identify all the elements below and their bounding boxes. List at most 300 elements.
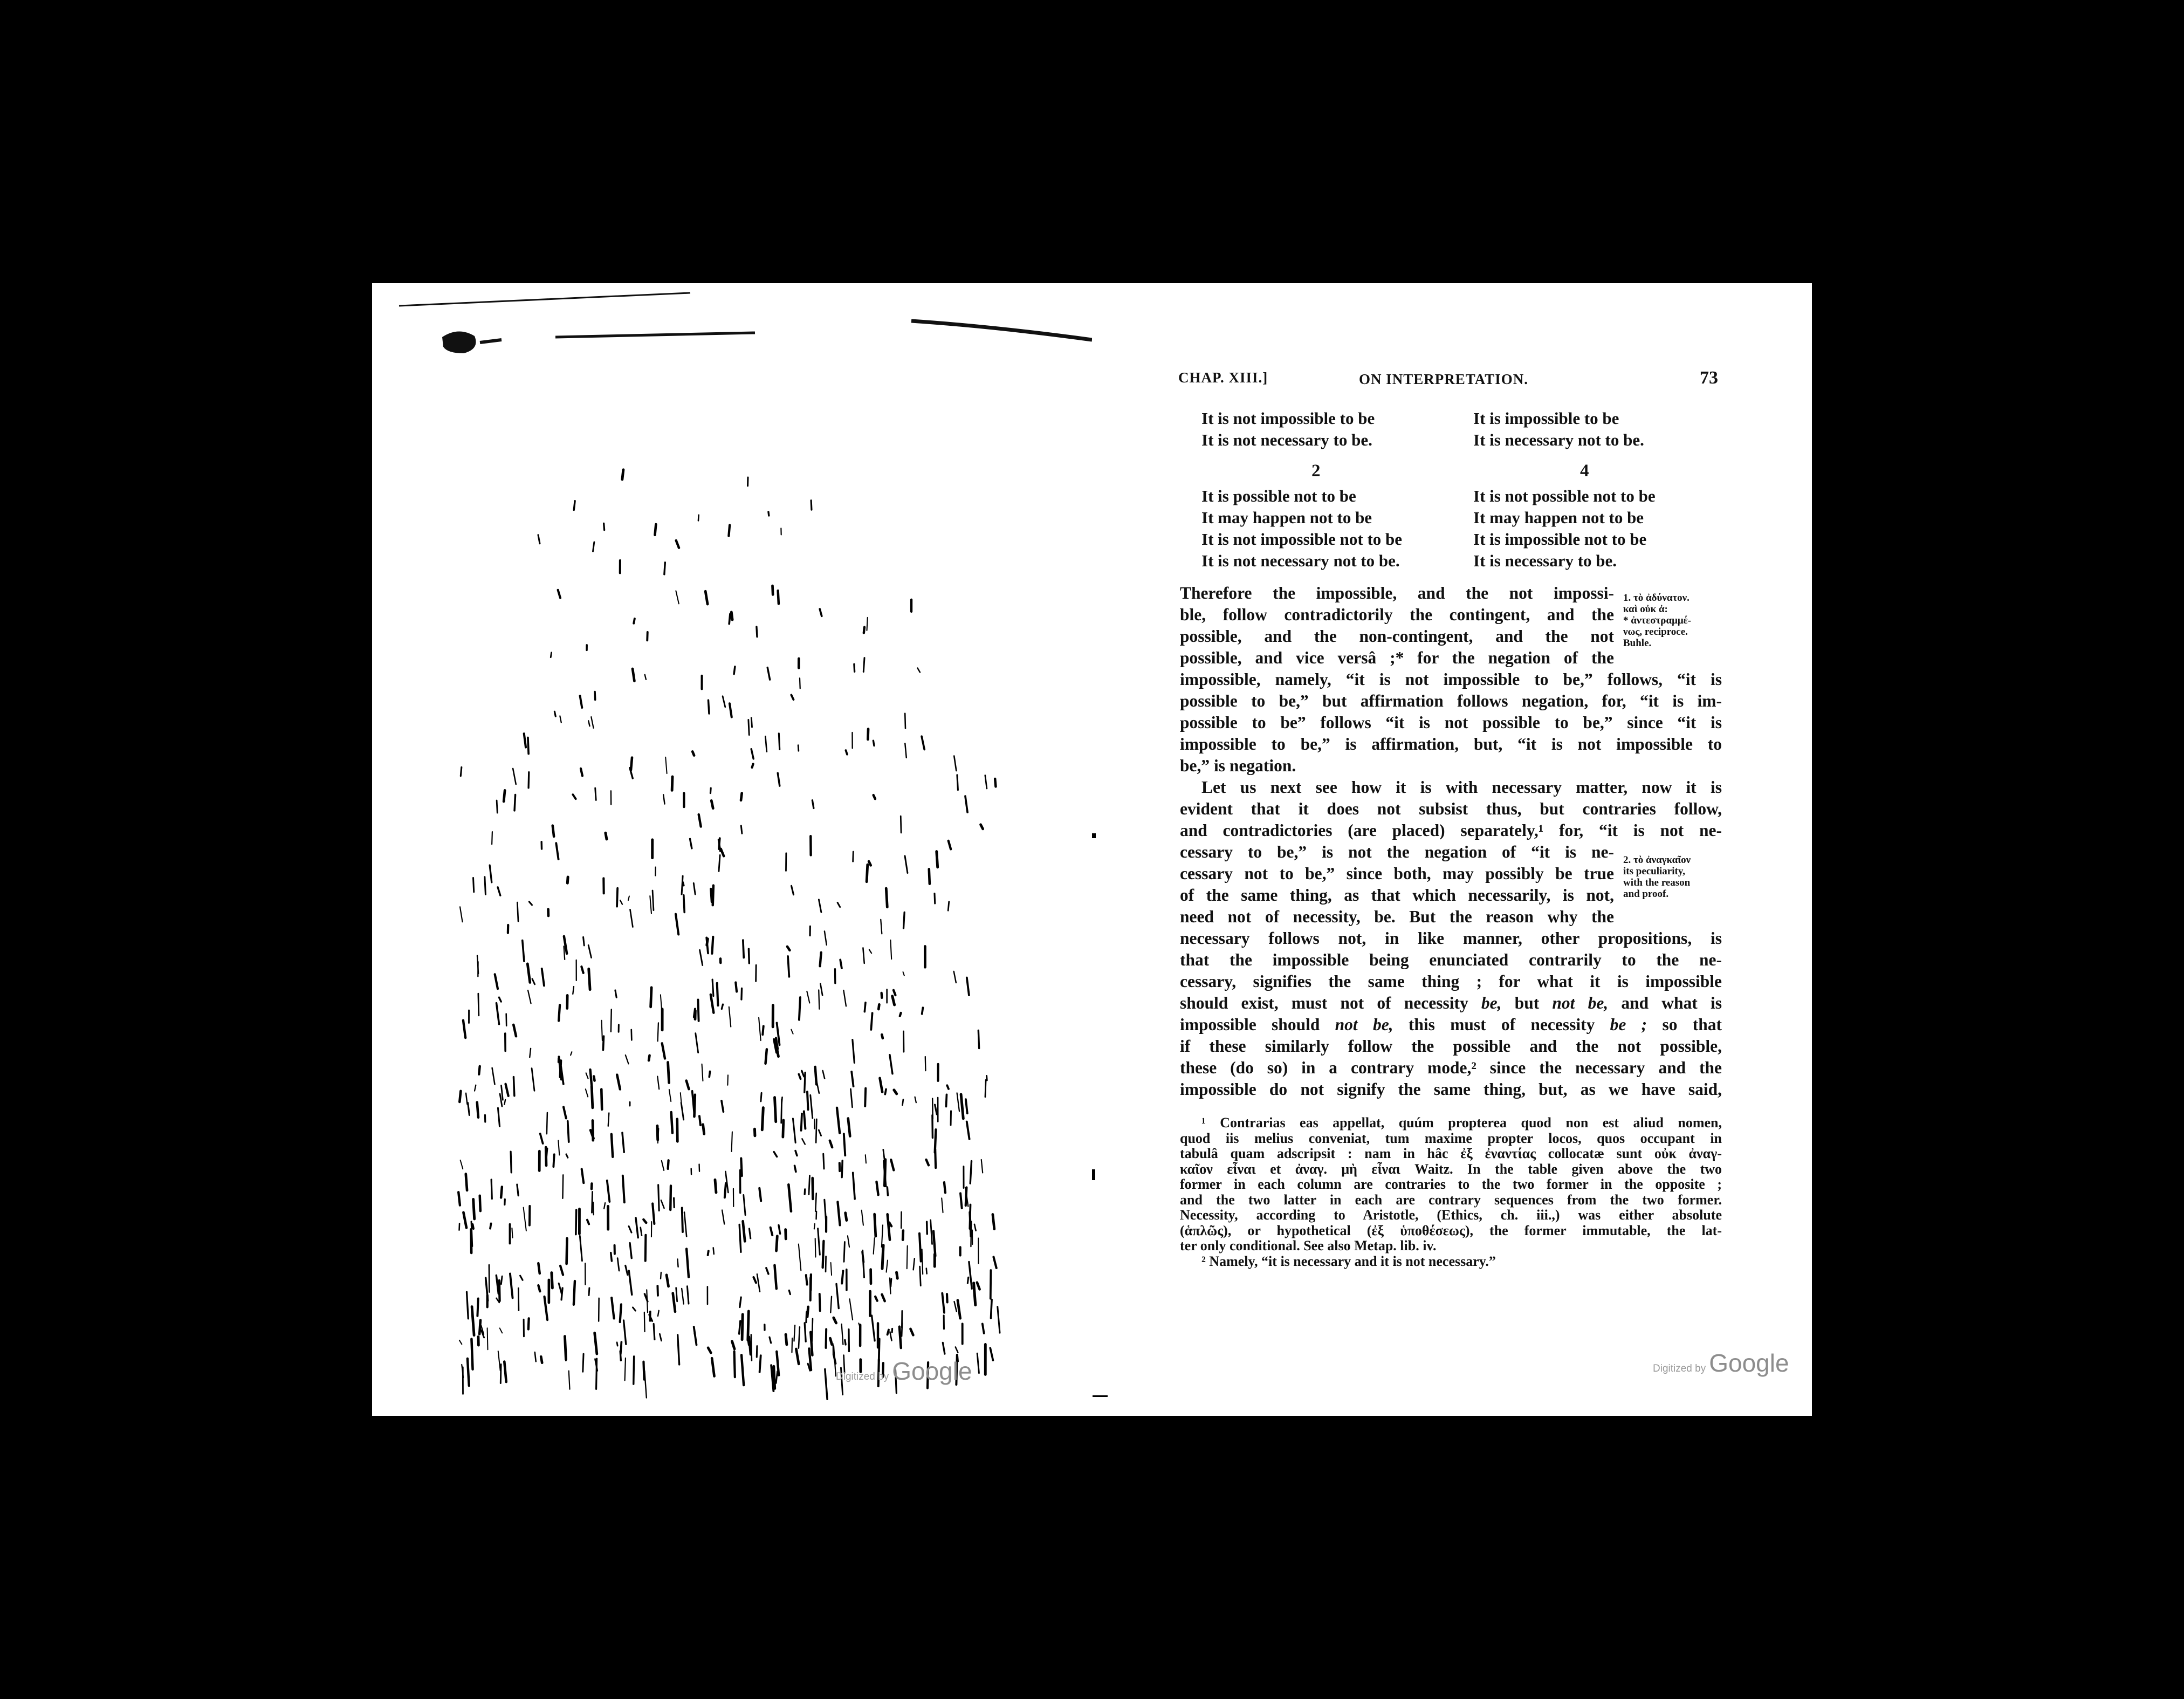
bleed-streak xyxy=(660,1334,661,1341)
bleed-streak xyxy=(864,1003,866,1012)
bleed-streak xyxy=(510,1274,513,1298)
bleed-streak xyxy=(944,1182,945,1193)
bleed-streak xyxy=(529,902,532,905)
bleed-streak xyxy=(717,983,718,1005)
table-a-top-2: It is not necessary to be. xyxy=(1201,430,1372,449)
gutter-mark xyxy=(1093,1395,1108,1397)
bleed-streak xyxy=(593,542,594,551)
sn2-line-4: and proof. xyxy=(1623,888,1669,900)
bleed-streak xyxy=(774,1152,777,1157)
bleed-streak xyxy=(678,1335,679,1365)
bleed-streak xyxy=(604,1203,605,1209)
bleed-streak xyxy=(621,1342,622,1354)
bleed-streak xyxy=(967,978,969,996)
bleed-streak xyxy=(851,1072,853,1086)
bleed-streak xyxy=(479,1320,480,1334)
bleed-streak xyxy=(645,675,646,680)
bleed-streak xyxy=(825,931,827,944)
bleed-streak xyxy=(887,1187,888,1195)
table-a-top-1: It is not impossible to be xyxy=(1201,409,1375,428)
bleed-streak xyxy=(664,563,665,574)
bleed-streak xyxy=(687,1286,689,1304)
bleed-streak xyxy=(770,1337,771,1343)
bleed-streak xyxy=(749,1337,751,1355)
bleed-streak xyxy=(466,1174,467,1190)
bleed-streak xyxy=(608,1113,609,1126)
bleed-streak xyxy=(650,896,651,914)
bleed-streak xyxy=(699,814,701,827)
bleed-streak xyxy=(699,1116,700,1125)
bleed-streak xyxy=(957,775,958,790)
bleed-streak xyxy=(849,1299,853,1320)
bleed-streak xyxy=(811,1095,813,1118)
bleed-streak xyxy=(776,1371,777,1383)
bleed-streak xyxy=(779,1225,780,1234)
bleed-streak xyxy=(789,1290,790,1294)
bleed-streak xyxy=(772,586,773,594)
bleed-streak xyxy=(473,1199,475,1219)
bleed-streak xyxy=(589,969,590,989)
bleed-streak xyxy=(869,861,871,865)
bleed-streak xyxy=(665,757,667,773)
bleed-streak xyxy=(592,1192,593,1213)
fn-line-8: (ἁπλῶς), or hypothetical (ἐξ ὑποθέσεως), the former immutable, the lat- xyxy=(1180,1222,1722,1238)
bleed-streak xyxy=(461,1160,463,1169)
right-watermark-prefix: Digitized by xyxy=(1653,1363,1706,1374)
bleed-streak xyxy=(569,1371,570,1389)
bleed-streak xyxy=(954,971,956,983)
bleed-streak xyxy=(894,1090,897,1094)
p2-line-13: if these similarly follow the possible and the not possible, xyxy=(1180,1037,1722,1056)
bleed-streak xyxy=(498,1108,499,1126)
bleed-streak xyxy=(506,1014,507,1026)
bleed-streak xyxy=(884,1160,885,1186)
bleed-streak xyxy=(492,1068,495,1084)
bleed-streak xyxy=(630,909,633,927)
bleed-streak xyxy=(636,1218,638,1238)
table-a-bottom-4: It is not necessary not to be. xyxy=(1201,551,1400,570)
bleed-streak xyxy=(631,1030,632,1040)
fn-line-2: quod iis melius conveniat, tum maxime propter locos, quos occupant in xyxy=(1180,1130,1722,1146)
bleed-streak xyxy=(974,1224,976,1231)
bleed-streak xyxy=(681,1102,684,1119)
bleed-streak xyxy=(848,1236,849,1247)
bleed-streak xyxy=(748,720,749,735)
bleed-streak xyxy=(806,1275,807,1285)
bleed-streak xyxy=(658,1311,659,1316)
bleed-streak xyxy=(904,912,905,928)
bleed-streak xyxy=(712,937,713,954)
bleed-streak xyxy=(504,790,505,801)
side-note-2 xyxy=(1623,854,1691,900)
bleed-streak xyxy=(567,877,568,883)
table-a-bottom-2: It may happen not to be xyxy=(1201,508,1372,527)
bleed-streak xyxy=(867,618,868,631)
bleed-streak xyxy=(793,1119,795,1143)
bleed-streak xyxy=(830,1141,832,1147)
bleed-streak xyxy=(820,609,822,616)
bleed-streak xyxy=(820,984,822,996)
p2-line-11: should exist, must not of necessity be, but not be, and what is xyxy=(1180,994,1722,1012)
bleed-streak xyxy=(661,1200,664,1208)
bleed-streak xyxy=(802,1139,805,1144)
bleed-streak xyxy=(657,1077,659,1090)
bleed-streak xyxy=(743,1221,745,1241)
bleed-streak xyxy=(823,1241,824,1268)
bleed-streak xyxy=(759,1188,761,1201)
bleed-streak xyxy=(894,990,896,995)
bleed-streak xyxy=(935,1149,936,1168)
bleed-streak xyxy=(513,769,516,784)
table-a-num: 2 xyxy=(1311,461,1321,481)
bleed-streak xyxy=(658,1185,660,1211)
bleed-streak xyxy=(990,1348,993,1360)
bleed-streak xyxy=(757,1274,760,1291)
bleed-streak xyxy=(670,1186,671,1210)
bleed-streak xyxy=(734,667,735,674)
bleed-streak xyxy=(850,1089,852,1107)
bleed-streak xyxy=(993,1214,994,1229)
bleed-streak xyxy=(625,1358,626,1380)
bleed-streak xyxy=(867,865,868,882)
bleed-streak xyxy=(807,991,809,1003)
bleed-streak xyxy=(815,1067,816,1085)
bleed-streak xyxy=(846,750,847,755)
bleed-streak xyxy=(712,979,713,996)
bleed-streak xyxy=(788,956,789,977)
bleed-streak xyxy=(682,876,683,894)
bleed-streak xyxy=(721,849,724,856)
bleed-streak xyxy=(677,1259,678,1266)
p2-line-8: necessary follows not, in like manner, other propositions, is xyxy=(1180,929,1722,948)
bleed-streak xyxy=(741,1355,744,1385)
bleed-streak xyxy=(693,883,695,894)
bleed-streak xyxy=(713,1248,714,1254)
bleed-streak xyxy=(811,1332,812,1355)
bleed-streak xyxy=(676,914,678,935)
bleed-streak xyxy=(802,1071,804,1077)
bleed-streak xyxy=(524,1208,526,1231)
bleed-streak xyxy=(795,1166,796,1172)
bleed-streak xyxy=(853,1040,855,1063)
bleed-streak xyxy=(692,751,694,755)
bleed-streak xyxy=(998,1307,1000,1333)
bleed-streak xyxy=(783,1120,784,1137)
bleed-streak xyxy=(554,711,555,716)
bleed-streak xyxy=(708,1348,711,1353)
bleed-streak xyxy=(730,703,732,717)
bleed-streak xyxy=(562,1175,563,1198)
bleed-streak xyxy=(903,972,904,976)
bleed-streak xyxy=(970,1212,971,1237)
bleed-streak xyxy=(961,1094,963,1119)
bleed-streak xyxy=(641,1228,642,1236)
bleed-streak xyxy=(863,1250,864,1277)
bleed-streak xyxy=(615,990,616,997)
bleed-streak xyxy=(918,668,920,673)
bleed-streak xyxy=(771,1228,773,1235)
bleed-streak xyxy=(580,696,582,708)
bleed-streak xyxy=(823,1154,824,1169)
bleed-streak xyxy=(919,1234,921,1262)
bleed-streak xyxy=(792,886,794,894)
bleed-streak xyxy=(574,1281,575,1305)
bleed-streak xyxy=(967,1277,968,1283)
bleed-streak xyxy=(617,1258,619,1271)
bleed-streak xyxy=(778,591,779,604)
bleed-streak xyxy=(985,1080,986,1097)
paragraph-2 xyxy=(1180,777,1722,1100)
bleed-streak xyxy=(869,950,871,953)
bleed-streak xyxy=(591,717,593,728)
bleed-streak xyxy=(647,632,648,640)
bleed-streak xyxy=(596,1359,597,1389)
bleed-streak xyxy=(729,525,730,536)
bleed-streak xyxy=(943,1342,945,1354)
running-head-title: ON INTERPRETATION. xyxy=(1359,371,1529,387)
bleed-streak xyxy=(719,838,720,849)
bleed-streak xyxy=(807,1307,808,1317)
bleed-streak xyxy=(846,1213,847,1221)
bleed-streak xyxy=(711,800,713,808)
bleed-streak xyxy=(459,1223,460,1230)
bleed-streak xyxy=(653,890,654,910)
bleed-streak xyxy=(891,1160,894,1170)
p2-line-7: need not of necessity, be. But the reason why the xyxy=(1180,907,1614,926)
bleed-streak xyxy=(622,470,623,479)
bleed-streak xyxy=(739,1321,740,1334)
bleed-streak xyxy=(497,1003,499,1024)
bleed-streak xyxy=(586,1089,588,1097)
bleed-streak xyxy=(775,1098,776,1122)
bleed-streak xyxy=(863,948,864,963)
bleed-streak xyxy=(574,501,575,510)
bleed-streak xyxy=(686,1081,689,1090)
bleed-streak xyxy=(748,949,749,963)
bleed-streak xyxy=(528,772,529,788)
bleed-streak xyxy=(668,1160,669,1169)
bleed-streak xyxy=(942,1198,943,1212)
bleed-streak xyxy=(459,1340,462,1344)
bleed-streak xyxy=(568,1121,569,1142)
bleed-streak xyxy=(708,700,709,714)
bleed-streak xyxy=(965,796,967,812)
bleed-streak xyxy=(736,982,737,991)
bleed-streak xyxy=(927,1222,928,1234)
bleed-streak xyxy=(682,1289,684,1304)
bleed-streak xyxy=(805,1323,806,1341)
bleed-streak xyxy=(513,1077,514,1096)
bleed-streak xyxy=(915,1097,916,1102)
bleed-streak xyxy=(622,1133,624,1152)
bleed-streak xyxy=(890,1055,892,1074)
bleed-streak xyxy=(643,1220,646,1223)
bleed-streak xyxy=(920,1266,921,1286)
bleed-streak xyxy=(487,1328,488,1349)
bleed-streak xyxy=(545,1297,548,1320)
fn-line-4: καῖον εἶναι et ἀναγ. μὴ εἶναι Waitz. In the table given above the two xyxy=(1180,1161,1722,1177)
bleed-streak xyxy=(676,1288,677,1301)
bleed-streak xyxy=(477,1102,478,1118)
bleed-streak xyxy=(837,903,840,907)
bleed-streak xyxy=(740,1297,741,1307)
bleed-streak xyxy=(710,788,711,793)
running-head-chapter: CHAP. XIII.] xyxy=(1178,369,1268,386)
p1-line-6: possible to be,” but affirmation follows negation, for, “it is im- xyxy=(1180,691,1722,710)
bleed-streak xyxy=(836,1284,839,1308)
table-b-bottom-4: It is necessary to be. xyxy=(1473,551,1617,570)
bleed-streak xyxy=(712,1358,714,1376)
bleed-streak xyxy=(791,1030,793,1034)
bleed-streak xyxy=(645,1235,646,1261)
bleed-streak xyxy=(677,1119,678,1142)
bleed-streak xyxy=(875,1214,876,1236)
fn-line-1: ¹ Contrarias eas appellat, quúm propterea quod non est aliud nomen, xyxy=(1201,1115,1722,1131)
bleed-streak xyxy=(703,1125,704,1134)
bleed-streak xyxy=(888,1214,890,1239)
bleed-streak xyxy=(653,1203,654,1224)
bleed-streak xyxy=(499,997,501,1002)
bleed-streak xyxy=(885,1089,886,1094)
bleed-streak xyxy=(514,795,516,811)
bleed-streak xyxy=(767,668,770,680)
bleed-streak xyxy=(553,826,554,837)
bleed-streak xyxy=(626,1055,629,1064)
bleed-streak xyxy=(682,1208,683,1232)
left-watermark-prefix: Digitized by xyxy=(836,1371,889,1382)
bleed-streak xyxy=(719,855,720,871)
bleed-streak xyxy=(471,1339,472,1369)
bleed-streak xyxy=(872,1316,875,1341)
p1-line-5: impossible, namely, “it is not impossible to be,” follows, “it is xyxy=(1180,670,1722,689)
bleed-streak xyxy=(559,1005,560,1020)
bleed-streak xyxy=(662,1043,665,1058)
bleed-streak xyxy=(711,995,713,1013)
bleed-streak xyxy=(538,1285,540,1291)
bleed-streak xyxy=(606,833,607,839)
bleed-streak xyxy=(582,1169,584,1183)
bleed-streak xyxy=(837,1202,840,1225)
fn-line-7: Necessity, according to Aristotle, (Ethics, ch. iii.,) was either absolute xyxy=(1180,1207,1722,1223)
table-b-top-1: It is impossible to be xyxy=(1473,409,1619,428)
bleed-streak xyxy=(629,1226,631,1232)
bleed-streak xyxy=(978,1030,979,1048)
bleed-streak xyxy=(818,1229,820,1255)
p2-line-6: of the same thing, as that which necessarily, is not, xyxy=(1180,886,1614,905)
bleed-streak xyxy=(926,1160,929,1165)
bleed-streak xyxy=(558,1141,559,1155)
bleed-streak xyxy=(518,1288,519,1310)
bleed-streak xyxy=(926,1268,927,1273)
bleed-streak xyxy=(566,1154,568,1157)
bleed-streak xyxy=(823,1071,825,1079)
bleed-streak xyxy=(595,1333,597,1354)
stray-mark xyxy=(1092,1169,1095,1180)
bleed-streak xyxy=(874,795,875,799)
bleed-streak xyxy=(725,1183,726,1197)
bleed-streak xyxy=(496,1275,498,1293)
bleed-streak xyxy=(751,718,752,727)
bleed-streak xyxy=(541,1357,542,1362)
table-b-bottom-1: It is not possible not to be xyxy=(1473,487,1656,505)
bleed-streak xyxy=(741,988,742,999)
bleed-streak xyxy=(501,1085,503,1100)
bleed-streak xyxy=(882,1035,883,1038)
bleed-streak xyxy=(799,997,800,1020)
bleed-streak xyxy=(698,515,699,521)
bleed-streak xyxy=(620,1304,621,1322)
bleed-streak xyxy=(501,1187,502,1197)
bleed-streak xyxy=(910,1329,913,1335)
bleed-streak xyxy=(655,524,656,535)
bleed-streak xyxy=(700,950,703,965)
p1-line-7: possible to be” follows “it is not possible to be,” since “it is xyxy=(1180,713,1722,732)
bleed-streak xyxy=(466,1093,467,1104)
bleed-streak xyxy=(647,1290,648,1312)
bleed-streak xyxy=(834,1318,836,1323)
bleed-streak xyxy=(696,1033,698,1053)
stray-mark xyxy=(1092,833,1096,838)
bleed-streak xyxy=(933,1231,935,1256)
bleed-streak xyxy=(593,1202,594,1215)
bleed-streak xyxy=(812,800,813,809)
bleed-streak xyxy=(571,1052,572,1055)
bleed-streak xyxy=(595,788,596,800)
bleed-streak xyxy=(463,1020,465,1038)
bleed-streak xyxy=(914,1258,915,1270)
bleed-streak xyxy=(759,1018,761,1040)
bleed-streak xyxy=(751,1334,752,1360)
fn-line-6: and the two latter in each are contrary sequences from the two former. xyxy=(1180,1191,1722,1208)
bleed-streak xyxy=(957,1093,959,1111)
bleed-streak xyxy=(786,1334,787,1345)
bleed-streak xyxy=(882,1294,884,1301)
bleed-through-marks xyxy=(372,283,1092,1416)
bleed-streak xyxy=(506,1084,509,1096)
bleed-streak xyxy=(634,619,635,624)
p2-line-10: cessary, signifies the same thing ; for what it is impossible xyxy=(1180,972,1722,991)
sn1-line-1: 1. τὸ ἀδύνατον. xyxy=(1623,592,1689,604)
bleed-streak xyxy=(607,1181,610,1202)
bleed-streak xyxy=(791,695,793,700)
bleed-streak xyxy=(564,1107,566,1119)
bleed-streak xyxy=(766,1268,768,1274)
bleed-streak xyxy=(628,896,629,900)
bleed-streak xyxy=(560,1060,561,1077)
bleed-streak xyxy=(604,523,605,530)
bleed-streak xyxy=(538,1263,539,1273)
bleed-streak xyxy=(848,1119,850,1136)
bleed-streak xyxy=(876,1182,878,1195)
bleed-streak xyxy=(669,1090,671,1101)
bleed-streak xyxy=(731,612,732,620)
bleed-streak xyxy=(601,1090,602,1109)
bleed-streak xyxy=(707,939,708,946)
sn2-line-3: with the reason xyxy=(1623,877,1691,888)
bleed-streak xyxy=(504,1362,506,1382)
bleed-streak xyxy=(854,664,855,672)
bleed-streak xyxy=(561,1288,562,1300)
right-watermark-brand: Google xyxy=(1709,1349,1789,1377)
bleed-streak xyxy=(491,1180,492,1199)
left-watermark-brand: Google xyxy=(892,1357,972,1385)
bleed-streak xyxy=(504,1100,505,1105)
bleed-streak xyxy=(461,767,462,776)
bleed-streak xyxy=(807,1092,808,1109)
bleed-streak xyxy=(722,1004,723,1009)
bleed-streak xyxy=(623,1176,624,1203)
bleed-streak xyxy=(762,1108,763,1130)
